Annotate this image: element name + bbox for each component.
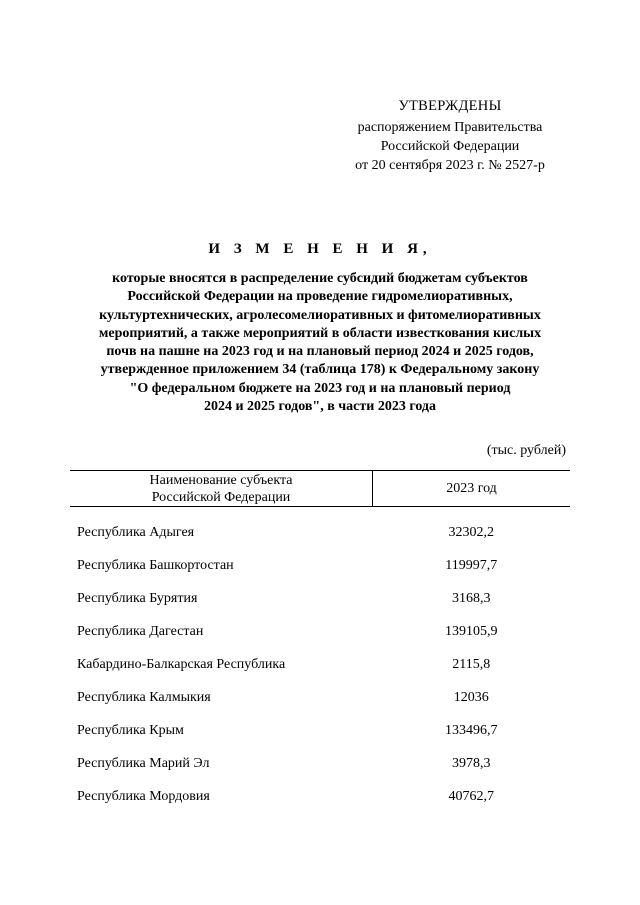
region-value: 12036 (453, 689, 489, 705)
region-name: Кабардино-Балкарская Республика (77, 656, 286, 672)
subtitle-line: культуртехнических, агролесомелиоративных и фитомелиоративных (99, 307, 541, 323)
subtitle-line: которые вносятся в распределение субсидий бюджетам субъектов (112, 271, 528, 286)
approval-heading: УТВЕРЖДЕНЫ (398, 98, 502, 114)
approval-block (330, 97, 570, 175)
table-row (70, 582, 570, 615)
units-label: (тыс. рублей) (486, 443, 566, 458)
region-value: 133496,7 (445, 722, 498, 738)
region-value: 139105,9 (445, 623, 498, 639)
region-value: 40762,7 (448, 788, 494, 804)
table-row (70, 648, 570, 681)
region-value: 3978,3 (452, 755, 491, 771)
subsidy-table (70, 470, 570, 813)
subtitle-line: 2024 и 2025 годов", в части 2023 года (203, 399, 437, 415)
region-name: Республика Бурятия (77, 590, 198, 606)
table-row (70, 615, 570, 648)
region-value: 3168,3 (452, 590, 491, 606)
region-name: Республика Крым (77, 722, 184, 738)
region-name: Республика Марий Эл (77, 755, 210, 771)
document-title: И З М Е Н Е Н И Я, (208, 241, 432, 257)
region-name: Республика Дагестан (77, 623, 204, 639)
table-row (70, 747, 570, 780)
header-line: Российской Федерации (151, 489, 291, 505)
region-value: 32302,2 (448, 524, 494, 540)
region-value: 2115,8 (452, 656, 491, 672)
approval-line: Российской Федерации (380, 139, 520, 154)
region-name: Республика Мордовия (77, 788, 210, 804)
header-year: 2023 год (373, 471, 571, 507)
subtitle-line: Российской Федерации на проведение гидромелиоративных, (127, 289, 513, 305)
table-row (70, 549, 570, 582)
header-line: Наименование субъекта (149, 472, 293, 488)
document-subtitle (60, 270, 580, 416)
subtitle-line: утвержденное приложением 34 (таблица 178) к Федеральному закону (100, 362, 540, 378)
region-name: Республика Калмыкия (77, 689, 211, 705)
region-value: 119997,7 (445, 557, 498, 573)
table-header-row (70, 471, 570, 507)
subtitle-line: мероприятий, а также мероприятий в области известкования кислых (98, 325, 542, 341)
header-region-name (70, 471, 373, 507)
subtitle-line: "О федеральном бюджете на 2023 год и на плановый период (129, 380, 511, 396)
subtitle-line: почв на пашне на 2023 год и на плановый период 2024 и 2025 годов, (106, 344, 534, 360)
table-row (70, 780, 570, 813)
region-name: Республика Адыгея (77, 524, 195, 540)
approval-line: распоряжением Правительства (357, 120, 543, 135)
approval-date-line: от 20 сентября 2023 г. № 2527-р (355, 158, 545, 173)
region-name: Республика Башкортостан (77, 557, 234, 573)
table-row (70, 714, 570, 747)
table-row (70, 507, 570, 550)
table-row (70, 681, 570, 714)
